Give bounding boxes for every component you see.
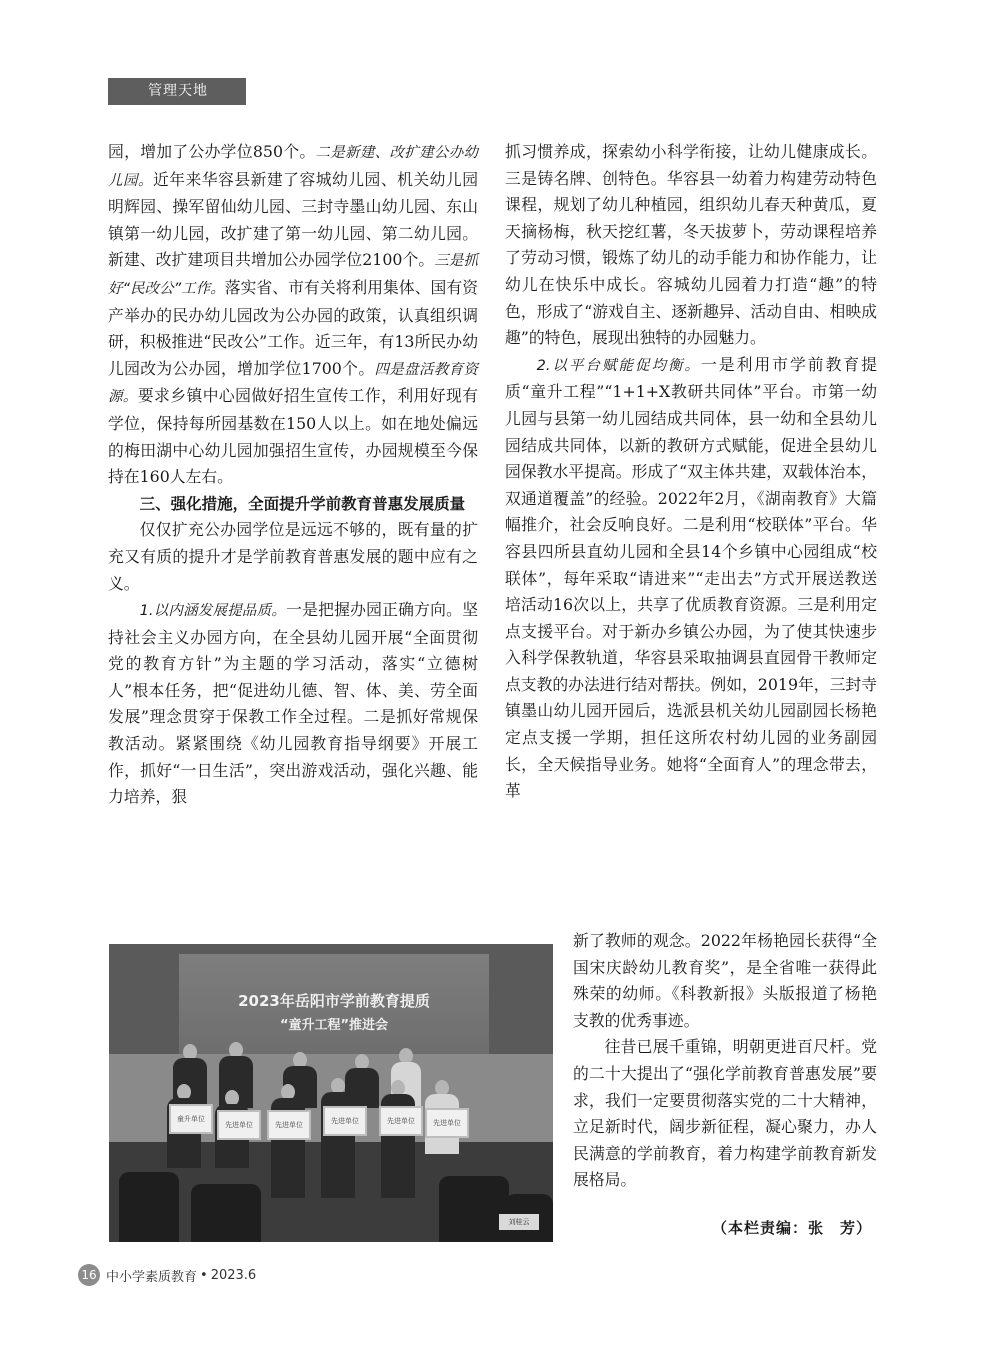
paragraph bbox=[108, 491, 478, 518]
section-heading: 三、强化措施，全面提升学前教育普惠发展质量 bbox=[139, 494, 466, 513]
lead-phrase: 二是新建、改扩建公办幼儿园。 bbox=[108, 145, 479, 189]
paragraph-text: 园，增加了公办学位850个。 bbox=[108, 142, 316, 161]
lead-phrase: 三是抓好“民改公”工作。 bbox=[108, 253, 479, 297]
paragraph bbox=[573, 928, 877, 1034]
paragraph bbox=[108, 517, 478, 597]
lead-phrase: 四是盘活教育资源。 bbox=[108, 361, 479, 406]
paragraph-text: 一是把握办园正确方向。坚持社会主义办园方向，在全县幼儿园开展“全面贯彻党的教育方针”为主题的学习活动，落实“立德树人”根本任务，把“促进幼儿德、智、体、美、劳全面发展”理念贯穿于保教工作全过程。二是抓好常规保教活动。紧紧围绕《幼儿园教育指导纲要》开展工作，抓好“一日生活”，突出游戏活动，强化兴趣、能力培养，狠 bbox=[108, 600, 478, 807]
lead-phrase: 2.以平台赋能促均衡。 bbox=[536, 357, 701, 374]
left-column bbox=[108, 139, 478, 811]
award-plaque: 先进单位 bbox=[323, 1106, 367, 1136]
paragraph-text: 新了教师的观念。2022年杨艳园长获得“全国宋庆龄幼儿教育奖”，是全省唯一获得此殊荣的幼师。《科教新报》头版报道了杨艳支教的优秀事迹。 bbox=[573, 931, 877, 1030]
footer-separator: • bbox=[200, 1267, 208, 1283]
page-footer bbox=[78, 1264, 256, 1286]
award-plaque: 先进单位 bbox=[217, 1110, 261, 1140]
right-column bbox=[505, 139, 877, 805]
audience-member bbox=[191, 1184, 261, 1242]
audience-member bbox=[119, 1172, 179, 1242]
audience-member bbox=[439, 1176, 509, 1242]
award-plaque: 先进单位 bbox=[379, 1106, 423, 1136]
right-column-continued bbox=[573, 928, 877, 1194]
page-number: 16 bbox=[78, 1264, 100, 1286]
award-plaque: 童升单位 bbox=[169, 1104, 213, 1134]
stage-screen bbox=[179, 954, 489, 1054]
paragraph bbox=[108, 139, 478, 491]
paragraph-text: 一是利用市学前教育提质“童升工程”“1+1+X教研共同体”平台。市第一幼儿园与县第一幼儿园结成共同体，县一幼和全县幼儿园结成共同体，以新的教研方式赋能，促进全县幼儿园保教水平提高。形成了“双主体共建，双载体治本，双通道覆盖”的经验。2022年2月，《湖南教育》大篇幅推介，社会反响良好。二是利用“校联体”平台。华容县四所县直幼儿园和全县14个乡镇中心园组成“校联体”，每年采取“请进来”“走出去”方式开展送教送培活动16次以上，共享了优质教育资源。三是利用定点支援平台。对于新办乡镇公办园，为了使其快速步入科学保教轨道，华容县采取抽调县直园骨干教师定点支教的办法进行结对帮扶。例如，2019年，三封寺镇墨山幼儿园开园后，选派县机关幼儿园副园长杨艳定点支援一学期，担任这所农村幼儿园的业务副园长，全天候指导业务。她将“全面育人”的理念带去，革 bbox=[505, 354, 877, 801]
journal-name: 中小学素质教育 bbox=[106, 1269, 198, 1285]
paragraph-text: 要求乡镇中心园做好招生宣传工作，利用好现有学位，保持每所园基数在150人以上。如在地处偏远的梅田湖中心幼儿园加强招生宣传，办园规模至今保持在160人左右。 bbox=[108, 386, 478, 487]
table-nameplate: 刘桂云 bbox=[499, 1214, 539, 1230]
paragraph bbox=[505, 139, 877, 352]
conference-photo bbox=[109, 944, 553, 1242]
paragraph-text: 抓习惯养成，探索幼小科学衔接，让幼儿健康成长。三是铸名牌、创特色。华容县一幼着力构建劳动特色课程，规划了幼儿种植园，组织幼儿春天种黄瓜，夏天摘杨梅，秋天挖红薯，冬天拔萝卜，劳动课程培养了劳动习惯，锻炼了幼儿的动手能力和协作能力，让幼儿在快乐中成长。容城幼儿园着力打造“趣”的特色，形成了“游戏自主、逐新趣异、活动自由、相映成趣”的特色，展现出独特的办园魅力。 bbox=[505, 142, 877, 348]
award-plaque: 先进单位 bbox=[267, 1110, 311, 1140]
editor-note: （本栏责编：张 芳） bbox=[711, 1219, 872, 1237]
paragraph-text: 仅仅扩充公办园学位是远远不够的，既有量的扩充又有质的提升才是学前教育普惠发展的题中应有之义。 bbox=[108, 520, 478, 593]
paragraph bbox=[505, 352, 877, 805]
section-tag: 管理天地 bbox=[108, 78, 246, 105]
journal-issue: 2023.6 bbox=[210, 1267, 257, 1283]
paragraph-text: 往昔已展千重锦，明朝更进百尺杆。党的二十大提出了“强化学前教育普惠发展”要求，我们一定要贯彻落实党的二十大精神，立足新时代，阔步新征程，凝心聚力，办人民满意的学前教育，着力构建学前教育新发展格局。 bbox=[573, 1037, 877, 1190]
paragraph bbox=[573, 1034, 877, 1194]
screen-title-line-2: “童升工程”推进会 bbox=[279, 1018, 389, 1033]
award-plaque: 先进单位 bbox=[425, 1108, 469, 1138]
paragraph-text: 落实省、市有关将利用集体、国有资产举办的民办幼儿园改为公办园的政策，认真组织调研，积极推进“民改公”工作。近三年，有13所民办幼儿园改为公办园，增加学位1700个。 bbox=[108, 277, 478, 378]
paragraph-text: 近年来华容县新建了容城幼儿园、机关幼儿园明辉园、操军留仙幼儿园、三封寺墨山幼儿园、东山镇第一幼儿园，改扩建了第一幼儿园、第二幼儿园。新建、改扩建项目共增加公办园学位2100个。 bbox=[108, 169, 478, 270]
screen-title-line-1: 2023年岳阳市学前教育提质 bbox=[238, 992, 430, 1010]
lead-phrase: 1.以内涵发展提品质。 bbox=[139, 603, 287, 620]
paragraph bbox=[108, 597, 478, 811]
